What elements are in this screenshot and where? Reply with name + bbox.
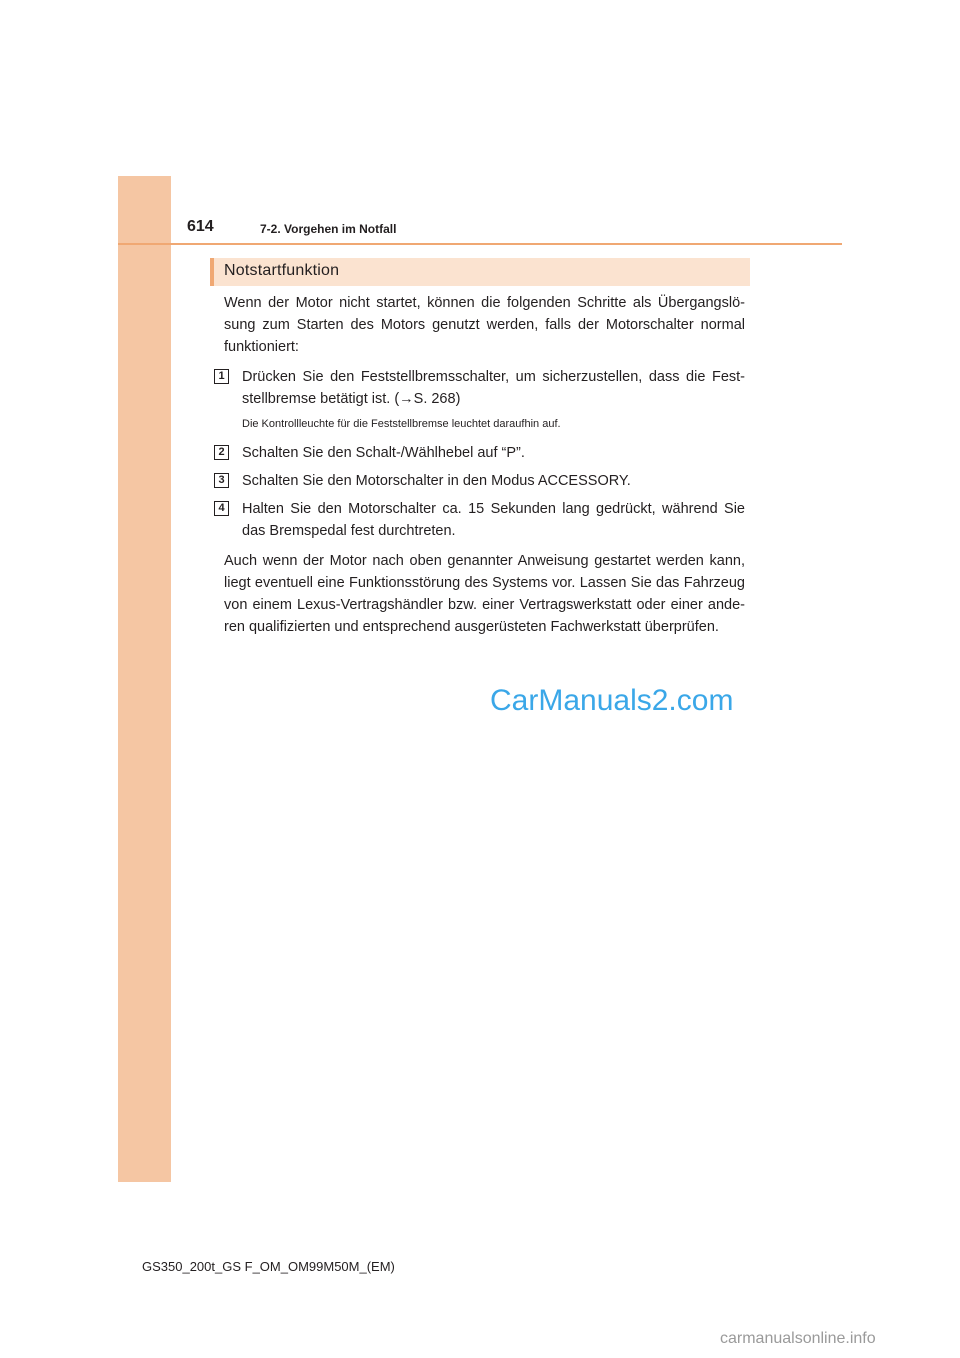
step-number-badge: 2 bbox=[214, 445, 229, 460]
step-note: Die Kontrollleuchte für die Feststellbremse leuchtet daraufhin auf. bbox=[242, 418, 561, 430]
step-text: Drücken Sie den Feststellbremsschalter, um sicherzustellen, dass die Fest-stellbremse betätigt ist. (→S. 268) bbox=[242, 369, 745, 407]
content-body bbox=[218, 292, 745, 646]
section-heading bbox=[210, 258, 750, 286]
section-heading-text: Notstartfunktion bbox=[224, 262, 340, 279]
step-4 bbox=[218, 498, 745, 542]
step-number-badge: 1 bbox=[214, 369, 229, 384]
step-2 bbox=[218, 442, 745, 464]
footer-site-watermark: carmanualsonline.info bbox=[720, 1330, 876, 1347]
step-number-badge: 3 bbox=[214, 473, 229, 488]
intro-paragraph: Wenn der Motor nicht startet, können die folgenden Schritte als Übergangslö-sung zum Starten des Motors genutzt werden, falls der Motorschalter normal funktioniert: bbox=[224, 295, 745, 355]
step-text: Schalten Sie den Motorschalter in den Modus ACCESSORY. bbox=[242, 473, 631, 489]
closing-paragraph: Auch wenn der Motor nach oben genannter Anweisung gestartet werden kann, liegt eventuell eine Funktionsstörung des Systems vor. Lassen Sie das Fahrzeug von einem Lexus-Vertragshändler bzw. einer Vertragswerkstatt oder einer ande-ren qualifizierten und entsprechend ausgerüsteten Fachwerkstatt überprüfen. bbox=[224, 553, 745, 635]
section-label: 7-2. Vorgehen im Notfall bbox=[260, 222, 397, 236]
header-rule bbox=[118, 243, 842, 245]
watermark: CarManuals2.com bbox=[490, 684, 734, 717]
step-text: Halten Sie den Motorschalter ca. 15 Sekunden lang gedrückt, während Sie das Bremspedal fest durchtreten. bbox=[242, 501, 745, 539]
step-text: Schalten Sie den Schalt-/Wählhebel auf “P”. bbox=[242, 445, 525, 461]
side-color-bar bbox=[118, 176, 171, 1182]
page-number: 614 bbox=[187, 218, 214, 235]
step-1 bbox=[218, 366, 745, 410]
step-number-badge: 4 bbox=[214, 501, 229, 516]
footer-document-code: GS350_200t_GS F_OM_OM99M50M_(EM) bbox=[142, 1259, 395, 1274]
step-3 bbox=[218, 470, 745, 492]
